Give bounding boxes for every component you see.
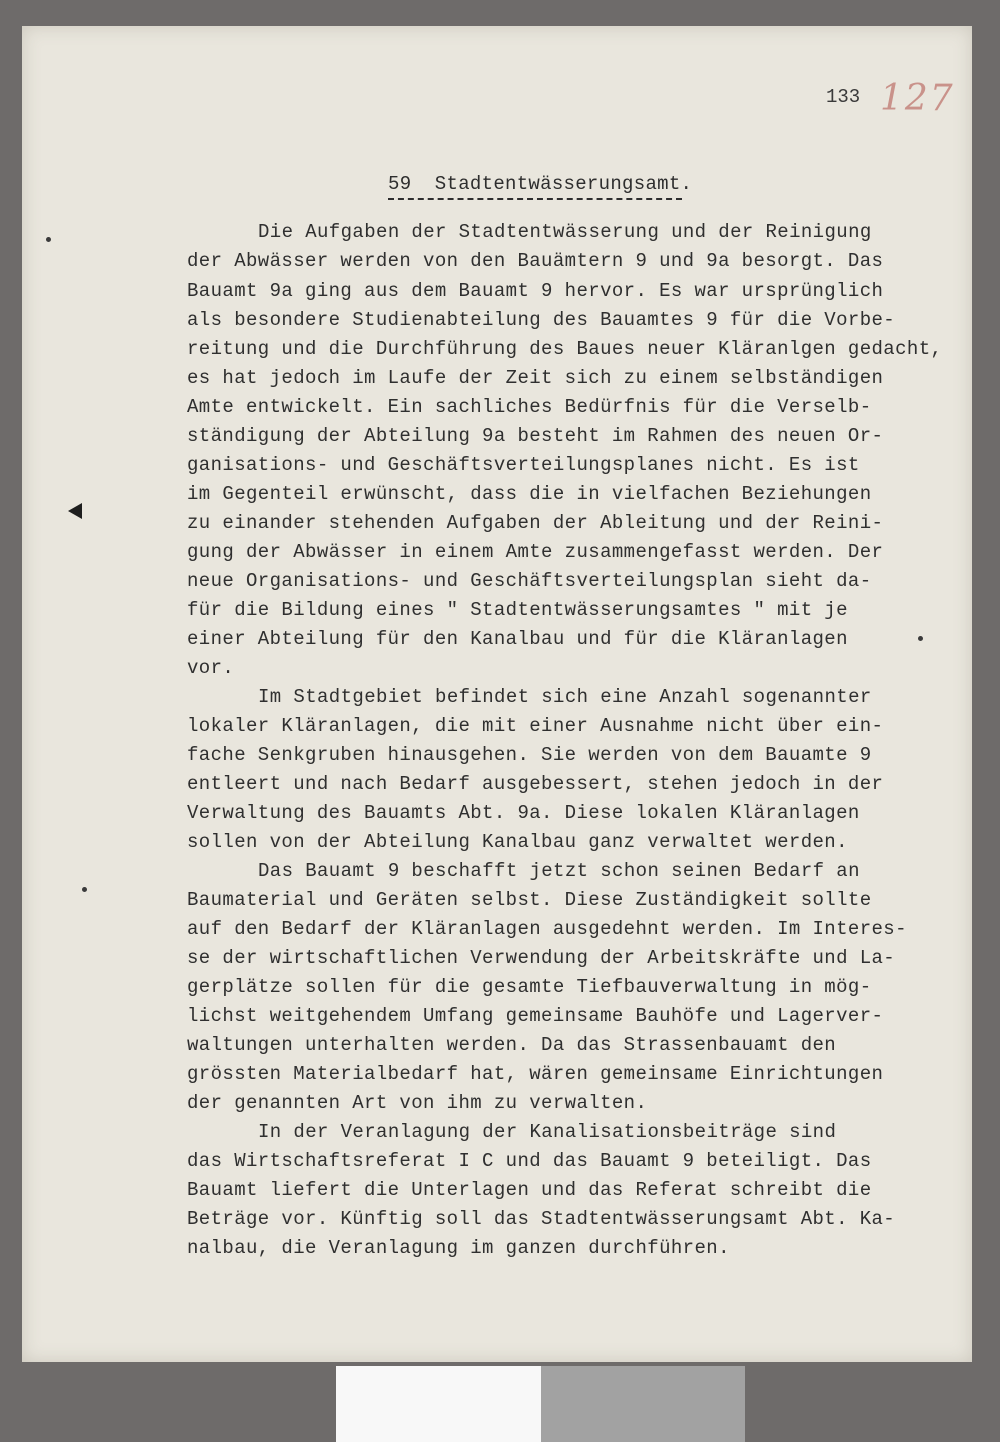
heading-underline [388,198,682,200]
text-line: nalbau, die Veranlagung im ganzen durchführen. [187,1237,730,1259]
text-line: es hat jedoch im Laufe der Zeit sich zu einem selbständigen [187,367,884,389]
text-line: der Abwässer werden von den Bauämtern 9 und 9a besorgt. Das [187,250,884,272]
punch-hole-mark [68,503,82,519]
margin-mark [82,887,87,892]
text-line: Das Bauamt 9 beschafft jetzt schon seinen Bedarf an [258,860,860,882]
text-line: gerplätze sollen für die gesamte Tiefbauverwaltung in mög- [187,976,872,998]
text-line: Verwaltung des Bauamts Abt. 9a. Diese lokalen Kläranlagen [187,802,860,824]
section-heading: 59 Stadtentwässerungsamt. [388,173,693,195]
text-line: Beträge vor. Künftig soll das Stadtentwässerungsamt Abt. Ka- [187,1208,896,1230]
text-line: waltungen unterhalten werden. Da das Strassenbauamt den [187,1034,837,1056]
text-line: Die Aufgaben der Stadtentwässerung und der Reinigung [258,221,872,243]
text-line: Bauamt liefert die Unterlagen und das Referat schreibt die [187,1179,872,1201]
page-number: 133 [826,86,861,108]
text-line: In der Veranlagung der Kanalisationsbeiträge sind [258,1121,837,1143]
text-line: neue Organisations- und Geschäftsverteilungsplan sieht da- [187,570,872,592]
text-line: für die Bildung eines " Stadtentwässerungsamtes " mit je [187,599,848,621]
text-line: einer Abteilung für den Kanalbau und für die Kläranlagen [187,628,848,650]
text-line: Bauamt 9a ging aus dem Bauamt 9 hervor. Es war ursprünglich [187,280,884,302]
margin-mark [918,636,923,641]
text-line: Baumaterial und Geräten selbst. Diese Zuständigkeit sollte [187,889,872,911]
text-line: grössten Materialbedarf hat, wären gemeinsame Einrichtungen [187,1063,884,1085]
scan-border-white [336,1366,541,1442]
text-line: das Wirtschaftsreferat I C und das Bauamt 9 beteiligt. Das [187,1150,872,1172]
text-line: reitung und die Durchführung des Baues neuer Kläranlgen gedacht, [187,338,943,360]
text-line: vor. [187,657,235,679]
text-line: se der wirtschaftlichen Verwendung der Arbeitskräfte und La- [187,947,896,969]
text-line: sollen von der Abteilung Kanalbau ganz verwaltet werden. [187,831,848,853]
text-line: gung der Abwässer in einem Amte zusammengefasst werden. Der [187,541,884,563]
text-line: Amte entwickelt. Ein sachliches Bedürfnis für die Verselb- [187,396,872,418]
text-line: auf den Bedarf der Kläranlagen ausgedehnt werden. Im Interes- [187,918,907,940]
text-line: Im Stadtgebiet befindet sich eine Anzahl sogenannter [258,686,872,708]
handwritten-page-number: 127 [880,78,955,119]
scan-border-gray [541,1366,745,1442]
text-line: zu einander stehenden Aufgaben der Ableitung und der Reini- [187,512,884,534]
text-line: lichst weitgehendem Umfang gemeinsame Bauhöfe und Lagerver- [187,1005,884,1027]
text-line: ständigung der Abteilung 9a besteht im Rahmen des neuen Or- [187,425,884,447]
text-line: ganisations- und Geschäftsverteilungsplanes nicht. Es ist [187,454,860,476]
text-line: als besondere Studienabteilung des Bauamtes 9 für die Vorbe- [187,309,896,331]
margin-mark [46,237,51,242]
text-line: fache Senkgruben hinausgehen. Sie werden von dem Bauamte 9 [187,744,872,766]
text-line: lokaler Kläranlagen, die mit einer Ausnahme nicht über ein- [187,715,884,737]
text-line: der genannten Art von ihm zu verwalten. [187,1092,648,1114]
text-line: im Gegenteil erwünscht, dass die in vielfachen Beziehungen [187,483,872,505]
text-line: entleert und nach Bedarf ausgebessert, stehen jedoch in der [187,773,884,795]
